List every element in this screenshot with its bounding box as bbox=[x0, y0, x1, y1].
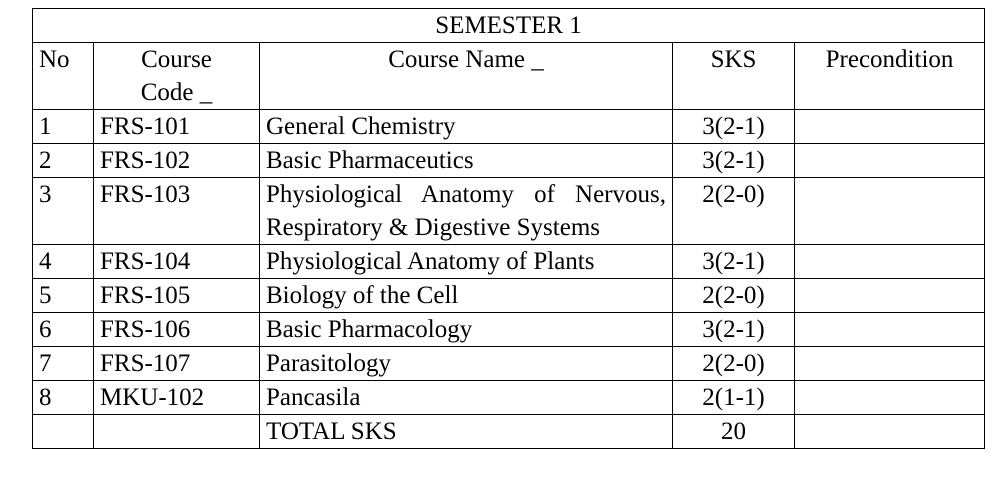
row-course-code: FRS-107 bbox=[94, 347, 260, 381]
row-course-code: FRS-103 bbox=[94, 178, 260, 245]
table-row bbox=[33, 381, 985, 415]
header-course-code bbox=[94, 43, 260, 110]
table-row bbox=[33, 279, 985, 313]
table-row bbox=[33, 245, 985, 279]
row-course-name: General Chemistry bbox=[260, 110, 673, 144]
row-course-name: Physiological Anatomy of Plants bbox=[260, 245, 673, 279]
row-course-name: Basic Pharmacology bbox=[260, 313, 673, 347]
row-course-name: Physiological Anatomy of Nervous, Respiratory & Digestive Systems bbox=[260, 178, 673, 245]
table-row bbox=[33, 178, 985, 245]
row-sks: 3(2-1) bbox=[673, 144, 795, 178]
row-course-name: Pancasila bbox=[260, 381, 673, 415]
row-no: 1 bbox=[33, 110, 94, 144]
total-blank-code bbox=[94, 415, 260, 449]
header-course-code-line1: Course bbox=[141, 46, 212, 73]
row-precondition bbox=[795, 279, 985, 313]
row-precondition bbox=[795, 178, 985, 245]
total-blank-no bbox=[33, 415, 94, 449]
row-no: 8 bbox=[33, 381, 94, 415]
row-precondition bbox=[795, 381, 985, 415]
header-course-name: Course Name _ bbox=[260, 43, 673, 110]
row-precondition bbox=[795, 313, 985, 347]
row-sks: 3(2-1) bbox=[673, 110, 795, 144]
table-row bbox=[33, 347, 985, 381]
row-course-name: Biology of the Cell bbox=[260, 279, 673, 313]
row-course-name: Basic Pharmaceutics bbox=[260, 144, 673, 178]
row-no: 5 bbox=[33, 279, 94, 313]
header-sks: SKS bbox=[673, 43, 795, 110]
total-row bbox=[33, 415, 985, 449]
row-sks: 2(2-0) bbox=[673, 279, 795, 313]
semester-title: SEMESTER 1 bbox=[33, 9, 985, 43]
row-precondition bbox=[795, 110, 985, 144]
row-course-code: FRS-104 bbox=[94, 245, 260, 279]
row-course-code: MKU-102 bbox=[94, 381, 260, 415]
row-no: 4 bbox=[33, 245, 94, 279]
total-sks-label: TOTAL SKS bbox=[260, 415, 673, 449]
row-precondition bbox=[795, 245, 985, 279]
row-sks: 3(2-1) bbox=[673, 245, 795, 279]
header-precondition: Precondition bbox=[795, 43, 985, 110]
row-sks: 2(2-0) bbox=[673, 347, 795, 381]
row-no: 7 bbox=[33, 347, 94, 381]
table-row bbox=[33, 313, 985, 347]
row-course-code: FRS-105 bbox=[94, 279, 260, 313]
row-sks: 3(2-1) bbox=[673, 313, 795, 347]
header-course-code-line2: Code _ bbox=[140, 79, 213, 106]
table-row bbox=[33, 144, 985, 178]
row-course-name: Parasitology bbox=[260, 347, 673, 381]
row-sks: 2(1-1) bbox=[673, 381, 795, 415]
row-sks: 2(2-0) bbox=[673, 178, 795, 245]
row-no: 2 bbox=[33, 144, 94, 178]
title-row bbox=[33, 9, 985, 43]
total-sks-value: 20 bbox=[673, 415, 795, 449]
row-no: 6 bbox=[33, 313, 94, 347]
row-precondition bbox=[795, 144, 985, 178]
table-row bbox=[33, 110, 985, 144]
row-course-code: FRS-106 bbox=[94, 313, 260, 347]
header-row bbox=[33, 43, 985, 110]
semester-course-table bbox=[32, 8, 985, 449]
row-precondition bbox=[795, 347, 985, 381]
row-course-code: FRS-101 bbox=[94, 110, 260, 144]
row-course-code: FRS-102 bbox=[94, 144, 260, 178]
header-no: No bbox=[33, 43, 94, 110]
row-no: 3 bbox=[33, 178, 94, 245]
total-blank-precondition bbox=[795, 415, 985, 449]
